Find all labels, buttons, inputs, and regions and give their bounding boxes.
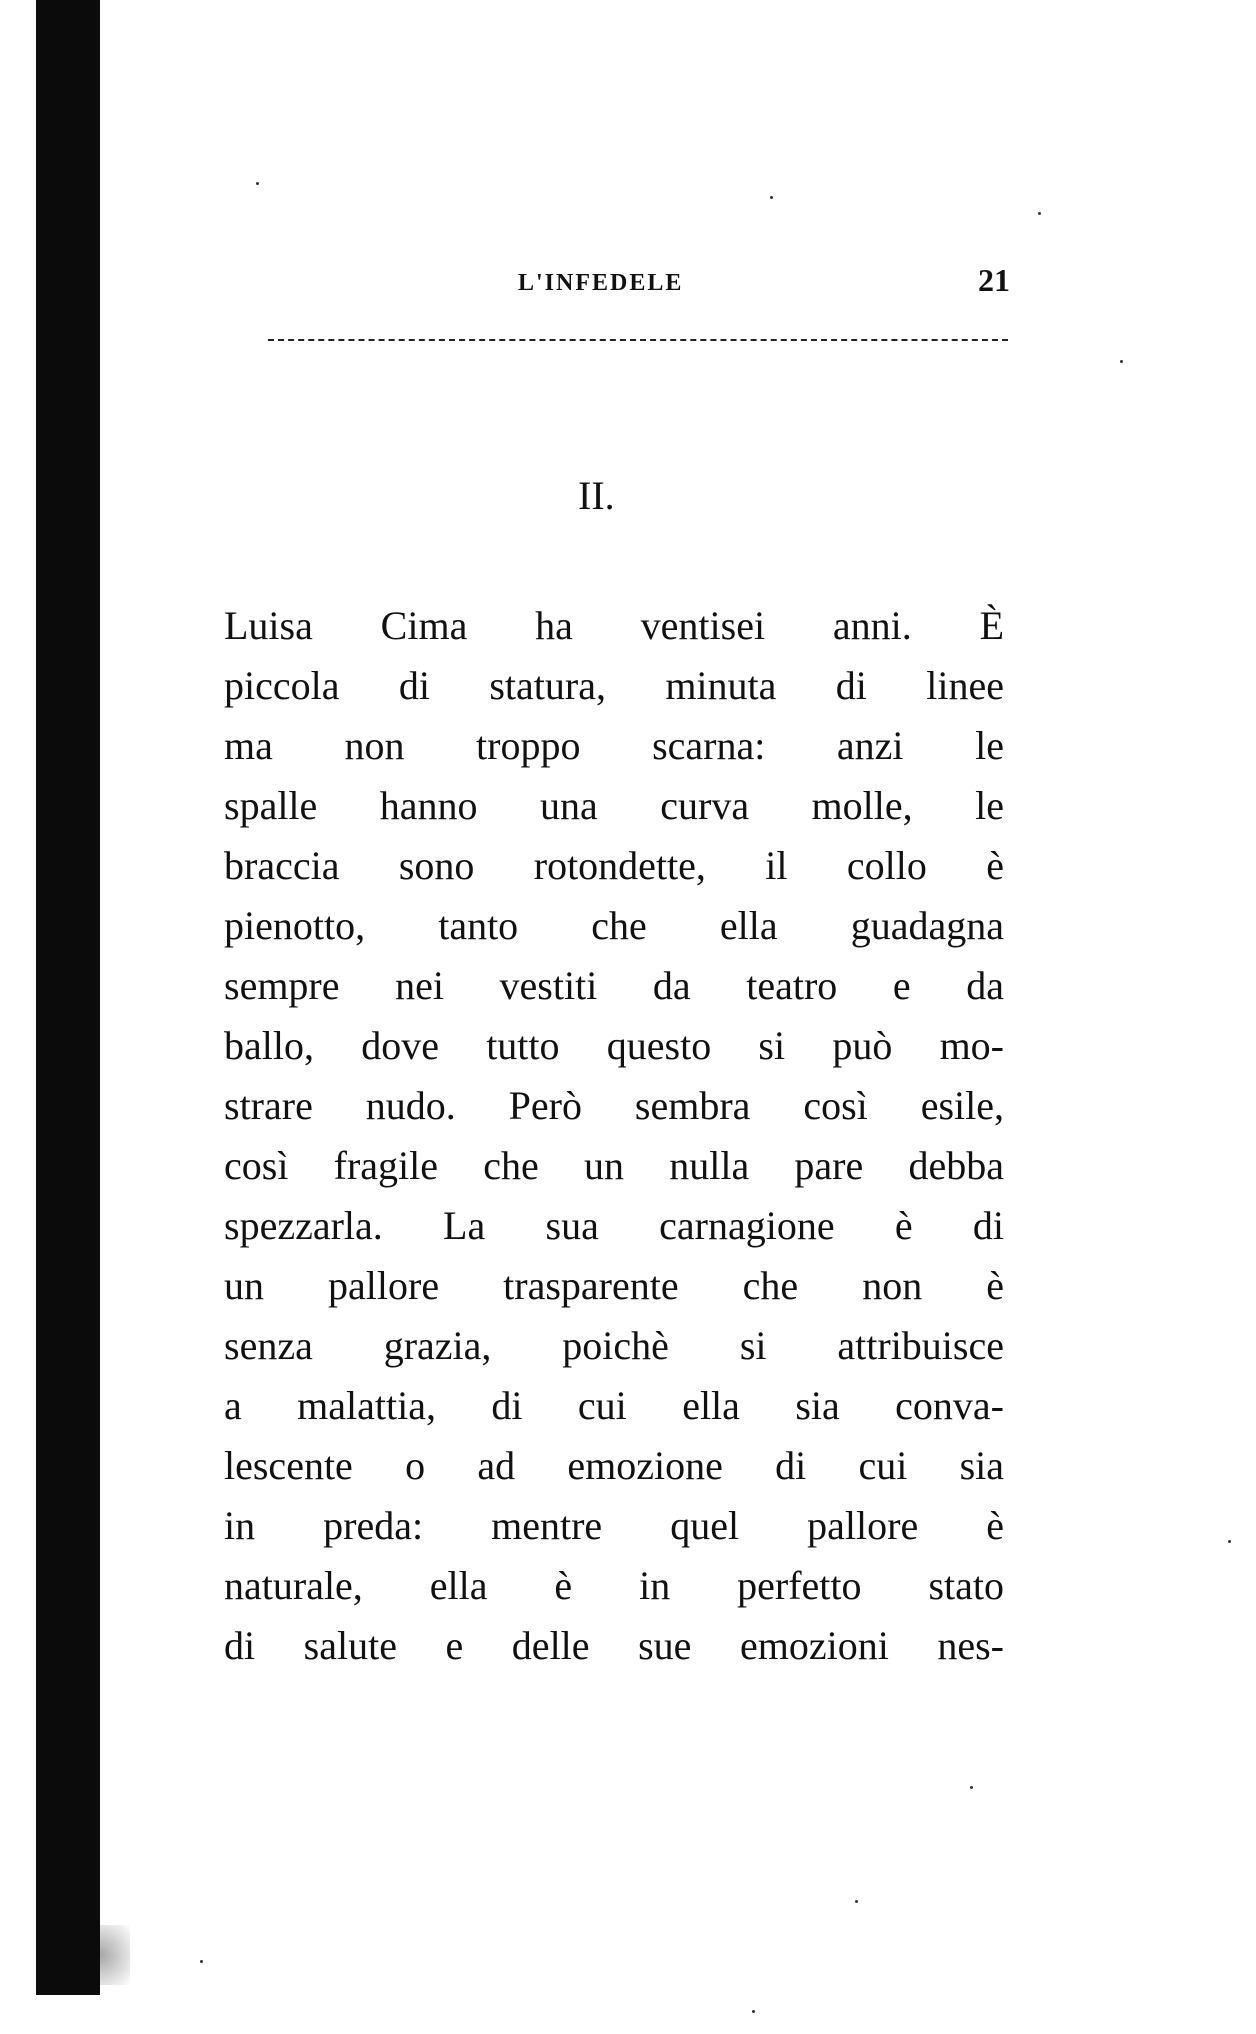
- text-line: sempre nei vestiti da teatro e da: [224, 963, 1004, 1008]
- text-line: pienotto, tanto che ella guadagna: [224, 903, 1004, 948]
- header-rule: [268, 339, 1008, 341]
- body-paragraph: [224, 596, 1004, 1676]
- text-line: braccia sono rotondette, il collo è: [224, 843, 1004, 888]
- paper-speck: [1038, 212, 1041, 215]
- text-line: ballo, dove tutto questo si può mo-: [224, 1023, 1004, 1068]
- text-line: così fragile che un nulla pare debba: [224, 1143, 1004, 1188]
- text-line: naturale, ella è in perfetto stato: [224, 1563, 1004, 1608]
- paper-speck: [970, 1786, 973, 1789]
- text-line: in preda: mentre quel pallore è: [224, 1503, 1004, 1548]
- text-line: Luisa Cima ha ventisei anni. È: [224, 603, 1004, 648]
- paper-speck: [752, 2010, 755, 2013]
- text-line: di salute e delle sue emozioni nes-: [224, 1623, 1004, 1668]
- paper-speck: [1228, 1540, 1231, 1543]
- paper-speck: [200, 1960, 203, 1963]
- text-line: a malattia, di cui ella sia conva-: [224, 1383, 1004, 1428]
- text-line: spezzarla. La sua carnagione è di: [224, 1203, 1004, 1248]
- text-line: senza grazia, poichè si attribuisce: [224, 1323, 1004, 1368]
- text-line: lescente o ad emozione di cui sia: [224, 1443, 1004, 1488]
- text-line: spalle hanno una curva molle, le: [224, 783, 1004, 828]
- running-head: [270, 250, 1010, 310]
- text-line: piccola di statura, minuta di linee: [224, 663, 1004, 708]
- book-spine-shadow: [36, 0, 100, 1995]
- paper-speck: [1120, 360, 1123, 363]
- text-line: strare nudo. Però sembra così esile,: [224, 1083, 1004, 1128]
- chapter-number: II.: [578, 473, 615, 518]
- text-line: ma non troppo scarna: anzi le: [224, 723, 1004, 768]
- paper-speck: [855, 1900, 858, 1903]
- paper-speck: [256, 182, 259, 185]
- paper-speck: [770, 196, 773, 199]
- text-line: un pallore trasparente che non è: [224, 1263, 1004, 1308]
- page-number: 21: [978, 262, 1010, 298]
- spine-edge-fade: [100, 1925, 130, 1985]
- running-title: L'INFEDELE: [518, 270, 684, 296]
